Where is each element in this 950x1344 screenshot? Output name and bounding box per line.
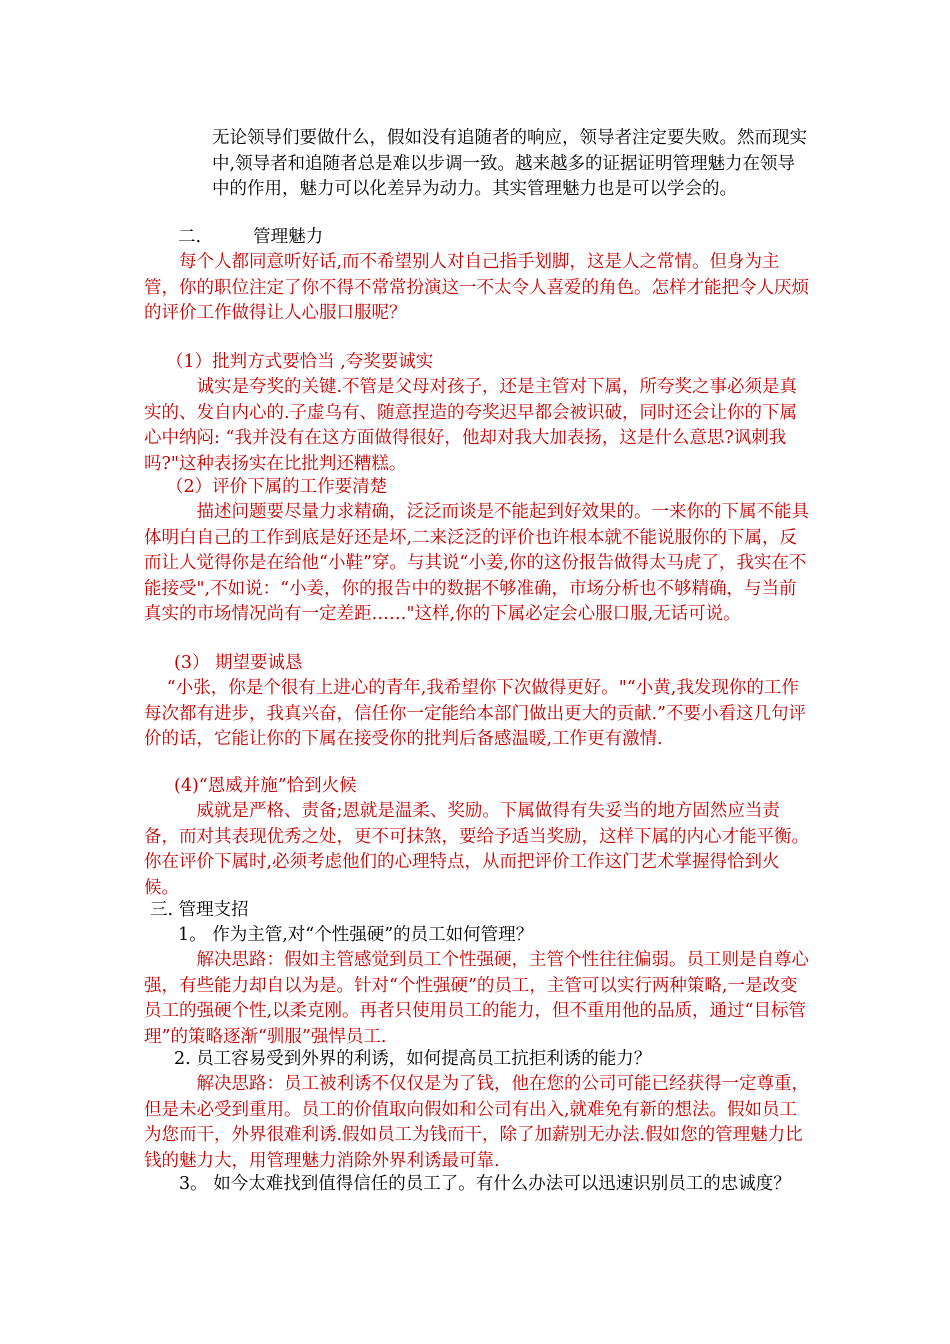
section-2-intro: 每个人都同意听好话,而不希望别人对自己指手划脚，这是人之常情。但身为主管，你的职位注定了你不得不常常扮演这一不太令人喜爱的角色。怎样才能把令人厌烦的评价工作做得让人心服口服呢？ xyxy=(144,252,809,323)
item-4-heading: (4)“恩威并施”恰到火候 xyxy=(174,776,357,796)
item-3-body: “小张，你是个很有上进心的青年,我希望你下次做得更好。"“小黄,我发现你的工作每次都有进步，我真兴奋，信任你一定能给本部门做出更大的贡献.”不要小看这几句评价的话，它能让你的下属在接受你的批判后备感温暖,工作更有激情. xyxy=(144,678,807,749)
section-3-heading: 三. 管理支招 xyxy=(150,900,249,920)
tip-1-question: 1。 作为主管,对“个性强硬”的员工如何管理？ xyxy=(178,925,534,945)
section-2-title: 管理魅力 xyxy=(253,227,324,247)
item-4-body: 威就是严格、责备;恩就是温柔、奖励。下属做得有失妥当的地方固然应当责备，而对其表现优秀之处，更不可抹煞，要给予适当奖励，这样下属的内心才能平衡。你在评价下属时,必须考虑他们的心理特点，从而把评价工作这门艺术掌握得恰到火候。 xyxy=(144,801,809,898)
item-2-body: 描述问题要尽量力求精确，泛泛而谈是不能起到好效果的。一来你的下属不能具体明白自己的工作到底是好还是坏,二来泛泛的评价也许根本就不能说服你的下属，反而让人觉得你是在给他“小鞋”穿。与其说“小姜,你的这份报告做得太马虎了，我实在不能接受",不如说：“小姜，你的报告中的数据不够准确，市场分析也不够精确，与当前真实的市场情况尚有一定差距……"这样,你的下属必定会心服口服,无话可说。 xyxy=(144,502,809,624)
section-2-number: 二. xyxy=(178,227,202,247)
section-2-heading xyxy=(178,225,323,251)
item-3-heading: (3） 期望要诚恳 xyxy=(174,653,303,673)
intro-paragraph: 无论领导们要做什么，假如没有追随者的响应，领导者注定要失败。然而现实中,领导者和追随者总是难以步调一致。越来越多的证据证明管理魅力在领导中的作用，魅力可以化差异为动力。其实管理魅力也是可以学会的。 xyxy=(212,128,807,199)
item-1-body: 诚实是夸奖的关键.不管是父母对孩子，还是主管对下属，所夸奖之事必须是真实的、发自内心的.子虚乌有、随意捏造的夸奖迟早都会被识破，同时还会让你的下属心中纳闷: “我并没有在这方面做得很好，他却对我大加表扬，这是什么意思?讽刺我吗?"这种表扬实在比批判还糟糕。 xyxy=(144,377,798,474)
tip-2-answer: 解决思路：员工被利诱不仅仅是为了钱，他在您的公司可能已经获得一定尊重，但是未必受到重用。员工的价值取向假如和公司有出入,就难免有新的想法。假如员工为您而干，外界很难利诱.假如员工为钱而干，除了加薪别无办法.假如您的管理魅力比钱的魅力大，用管理魅力消除外界利诱最可靠. xyxy=(144,1074,809,1171)
item-2-heading: （2）评价下属的工作要清楚 xyxy=(166,477,388,497)
item-1-heading: （1）批判方式要恰当 ,夸奖要诚实 xyxy=(166,352,434,372)
tip-2-question: 2. 员工容易受到外界的利诱，如何提高员工抗拒利诱的能力？ xyxy=(174,1049,652,1069)
tip-3-question: 3。 如今太难找到值得信任的员工了。有什么办法可以迅速识别员工的忠诚度？ xyxy=(179,1174,791,1194)
tip-1-answer: 解决思路：假如主管感觉到员工个性强硬，主管个性往往偏弱。员工则是自尊心强，有些能力却自以为是。针对“个性强硬”的员工，主管可以实行两种策略,一是改变员工的强硬个性,以柔克刚。再者只使用员工的能力，但不重用他的品质，通过“目标管理”的策略逐渐“驯服”强悍员工. xyxy=(144,950,809,1047)
